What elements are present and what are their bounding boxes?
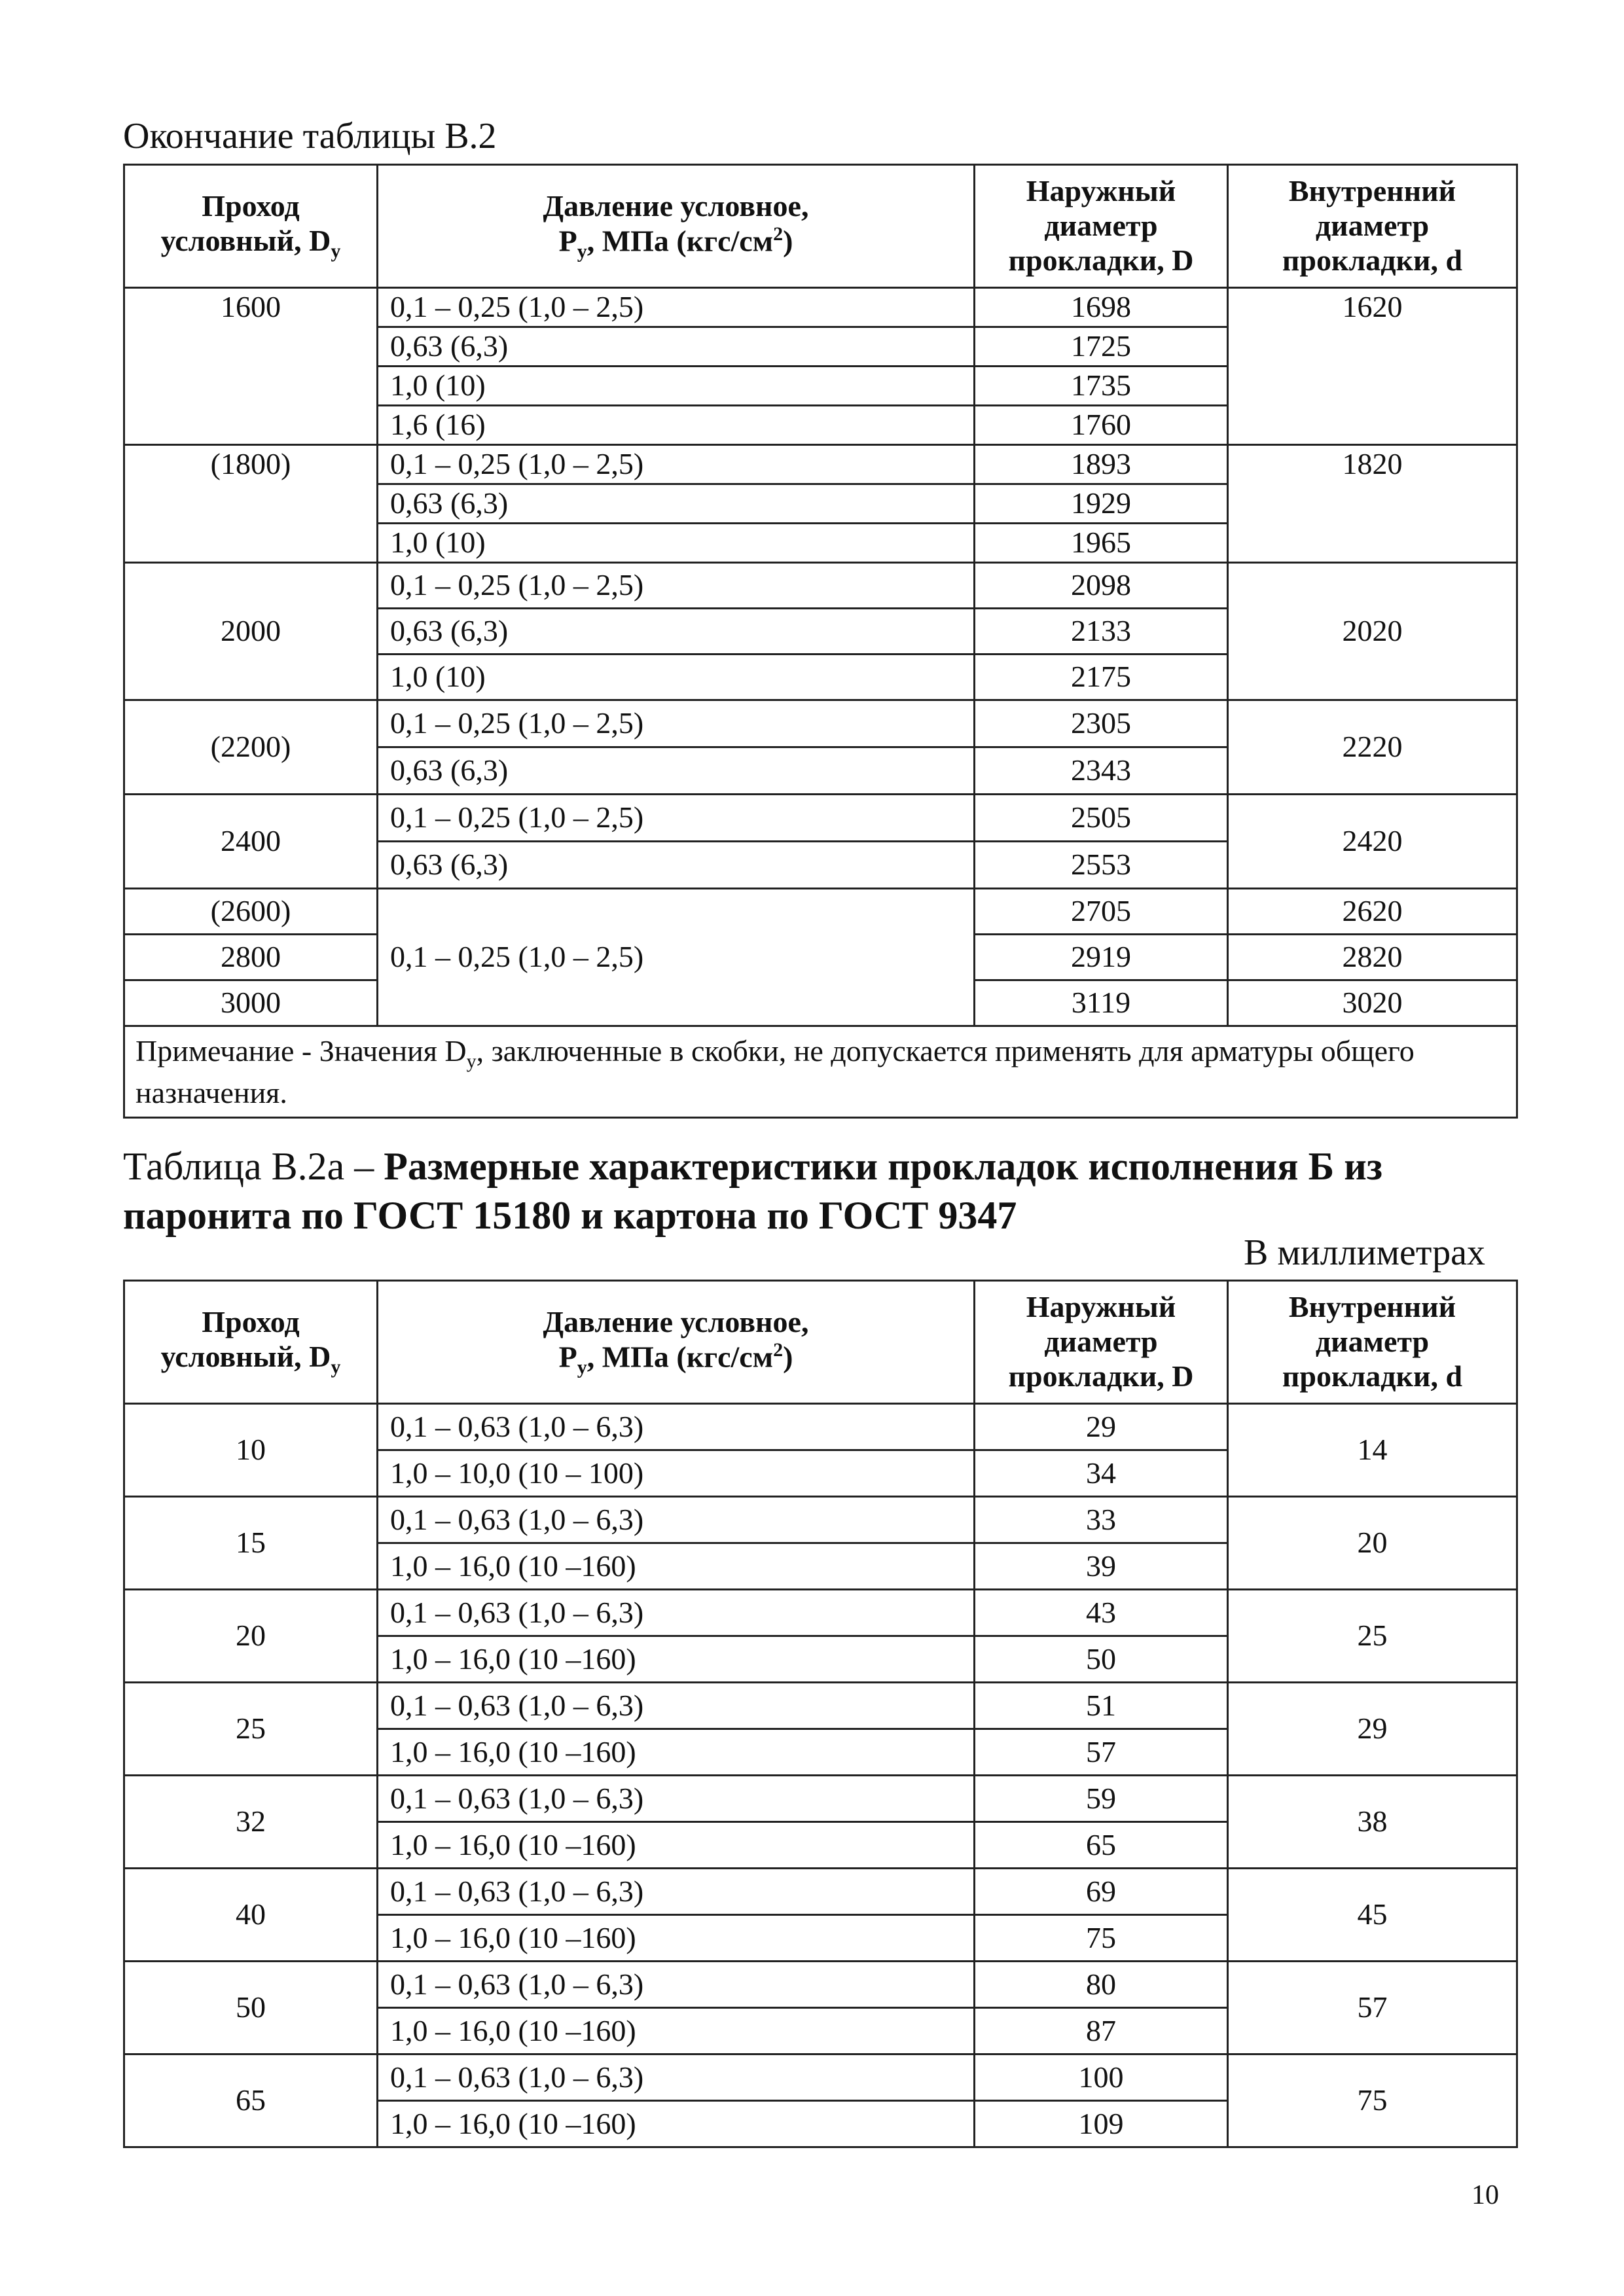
cell-outer-d: 29 [975,1404,1228,1450]
table-row [124,1962,1517,2008]
header-nominal-pressure: Давление условное, $P_у$, МПа $(кгс/см^2)$ [378,1281,975,1404]
table-note-row [124,1026,1517,1118]
cell-dn: 20 [124,1590,378,1683]
cell-inner-d: 2620 [1228,889,1517,935]
cell-inner-d: 2020 [1228,563,1517,700]
cell-pressure: 1,0 – 16,0 (10 –160) [378,1636,975,1683]
cell-outer-d: 1893 [975,445,1228,484]
cell-dn: (2200) [124,700,378,795]
cell-outer-d: 1735 [975,367,1228,406]
cell-pressure: 0,1 – 0,25 (1,0 – 2,5) [378,889,975,1026]
table-row [124,1683,1517,1729]
cell-outer-d: 2175 [975,655,1228,700]
cell-inner-d: 2220 [1228,700,1517,795]
table-row [124,445,1517,484]
table-row [124,1776,1517,1822]
cell-outer-d: 2705 [975,889,1228,935]
gasket-table-b2a [123,1280,1518,2148]
cell-pressure: 1,0 – 16,0 (10 –160) [378,2008,975,2054]
cell-outer-d: 100 [975,2054,1228,2101]
cell-pressure: 0,1 – 0,63 (1,0 – 6,3) [378,1962,975,2008]
cell-outer-d: 57 [975,1729,1228,1776]
cell-outer-d: 1760 [975,406,1228,445]
cell-dn: (2600) [124,889,378,935]
header-inner-diameter: Внутренний диаметр прокладки, d [1228,165,1517,288]
cell-pressure: 0,1 – 0,63 (1,0 – 6,3) [378,1869,975,1915]
cell-dn: 50 [124,1962,378,2054]
cell-dn: 3000 [124,980,378,1026]
cell-inner-d: 2820 [1228,935,1517,980]
cell-dn: 40 [124,1869,378,1962]
cell-outer-d: 2919 [975,935,1228,980]
cell-inner-d: 2420 [1228,795,1517,889]
table-row [124,1497,1517,1543]
cell-outer-d: 2343 [975,747,1228,795]
table-row [124,563,1517,609]
cell-pressure: 0,1 – 0,63 (1,0 – 6,3) [378,1776,975,1822]
cell-pressure: 1,0 – 16,0 (10 –160) [378,2101,975,2147]
cell-pressure: 1,0 (10) [378,524,975,563]
cell-outer-d: 51 [975,1683,1228,1729]
cell-outer-d: 50 [975,1636,1228,1683]
cell-inner-d: 20 [1228,1497,1517,1590]
table-row [124,1590,1517,1636]
cell-pressure: 0,1 – 0,63 (1,0 – 6,3) [378,1683,975,1729]
cell-outer-d: 2553 [975,842,1228,889]
cell-dn: 32 [124,1776,378,1869]
cell-inner-d: 3020 [1228,980,1517,1026]
table-row [124,288,1517,327]
cell-outer-d: 2505 [975,795,1228,842]
cell-pressure: 0,1 – 0,63 (1,0 – 6,3) [378,2054,975,2101]
cell-dn: 2400 [124,795,378,889]
cell-pressure: 0,1 – 0,63 (1,0 – 6,3) [378,1590,975,1636]
cell-pressure: 1,0 (10) [378,367,975,406]
cell-outer-d: 43 [975,1590,1228,1636]
cell-pressure: 1,0 – 16,0 (10 –160) [378,1543,975,1590]
cell-pressure: 0,1 – 0,25 (1,0 – 2,5) [378,445,975,484]
cell-pressure: 0,63 (6,3) [378,842,975,889]
header-outer-diameter: Наружный диаметр прокладки, D [975,165,1228,288]
table-row [124,700,1517,747]
cell-pressure: 0,1 – 0,25 (1,0 – 2,5) [378,795,975,842]
cell-pressure: 1,0 – 16,0 (10 –160) [378,1822,975,1869]
cell-pressure: 0,63 (6,3) [378,484,975,524]
cell-outer-d: 75 [975,1915,1228,1962]
cell-pressure: 1,0 – 16,0 (10 –160) [378,1729,975,1776]
cell-inner-d: 29 [1228,1683,1517,1776]
gasket-table-b2-end [123,164,1518,1119]
header-nominal-bore: Проход условный, $D_у$ [124,165,378,288]
header-nominal-pressure: Давление условное, $P_у$, МПа $(кгс/см^2)$ [378,165,975,288]
header-nominal-bore: Проход условный, $D_у$ [124,1281,378,1404]
cell-pressure: 1,6 (16) [378,406,975,445]
cell-outer-d: 65 [975,1822,1228,1869]
page-number: 10 [1471,2180,1499,2210]
cell-dn: 2800 [124,935,378,980]
cell-pressure: 0,1 – 0,63 (1,0 – 6,3) [378,1497,975,1543]
cell-inner-d: 14 [1228,1404,1517,1497]
table-row [124,1404,1517,1450]
table-header-row [124,1281,1517,1404]
table-row [124,889,1517,935]
cell-dn: 65 [124,2054,378,2147]
cell-pressure: 0,1 – 0,25 (1,0 – 2,5) [378,563,975,609]
cell-outer-d: 1698 [975,288,1228,327]
table-note: Примечание - Значения $D_у$, заключенные в скобки, не допускается применять для арматуры общего назначения. [124,1026,1517,1118]
table-caption: Окончание таблицы В.2 [123,116,497,156]
cell-dn: (1800) [124,445,378,563]
cell-outer-d: 39 [975,1543,1228,1590]
cell-outer-d: 33 [975,1497,1228,1543]
cell-outer-d: 1965 [975,524,1228,563]
cell-inner-d: 45 [1228,1869,1517,1962]
cell-dn: 15 [124,1497,378,1590]
cell-pressure: 1,0 – 16,0 (10 –160) [378,1915,975,1962]
cell-outer-d: 2305 [975,700,1228,747]
cell-inner-d: 38 [1228,1776,1517,1869]
cell-pressure: 1,0 – 10,0 (10 – 100) [378,1450,975,1497]
cell-dn: 10 [124,1404,378,1497]
cell-outer-d: 80 [975,1962,1228,2008]
cell-outer-d: 2098 [975,563,1228,609]
table-title-b2a: Таблица В.2а – Размерные характеристики прокладок исполнения Б из паронита по ГОСТ 15180 и картона по ГОСТ 9347 [123,1145,1382,1237]
table-row [124,2054,1517,2101]
header-inner-diameter: Внутренний диаметр прокладки, d [1228,1281,1517,1404]
units-label: В миллиметрах [1244,1232,1485,1273]
table-row [124,795,1517,842]
table-row [124,1869,1517,1915]
cell-dn: 1600 [124,288,378,445]
cell-outer-d: 2133 [975,609,1228,655]
cell-dn: 25 [124,1683,378,1776]
cell-outer-d: 1725 [975,327,1228,367]
cell-outer-d: 59 [975,1776,1228,1822]
cell-outer-d: 109 [975,2101,1228,2147]
cell-outer-d: 3119 [975,980,1228,1026]
header-outer-diameter: Наружный диаметр прокладки, D [975,1281,1228,1404]
cell-inner-d: 1620 [1228,288,1517,445]
cell-pressure: 0,63 (6,3) [378,609,975,655]
cell-inner-d: 57 [1228,1962,1517,2054]
cell-dn: 2000 [124,563,378,700]
cell-inner-d: 25 [1228,1590,1517,1683]
cell-pressure: 0,1 – 0,25 (1,0 – 2,5) [378,288,975,327]
cell-pressure: 0,1 – 0,25 (1,0 – 2,5) [378,700,975,747]
table-header-row [124,165,1517,288]
cell-pressure: 0,1 – 0,63 (1,0 – 6,3) [378,1404,975,1450]
cell-pressure: 0,63 (6,3) [378,327,975,367]
cell-outer-d: 69 [975,1869,1228,1915]
cell-pressure: 1,0 (10) [378,655,975,700]
cell-outer-d: 87 [975,2008,1228,2054]
cell-pressure: 0,63 (6,3) [378,747,975,795]
cell-outer-d: 34 [975,1450,1228,1497]
cell-outer-d: 1929 [975,484,1228,524]
cell-inner-d: 1820 [1228,445,1517,563]
cell-inner-d: 75 [1228,2054,1517,2147]
